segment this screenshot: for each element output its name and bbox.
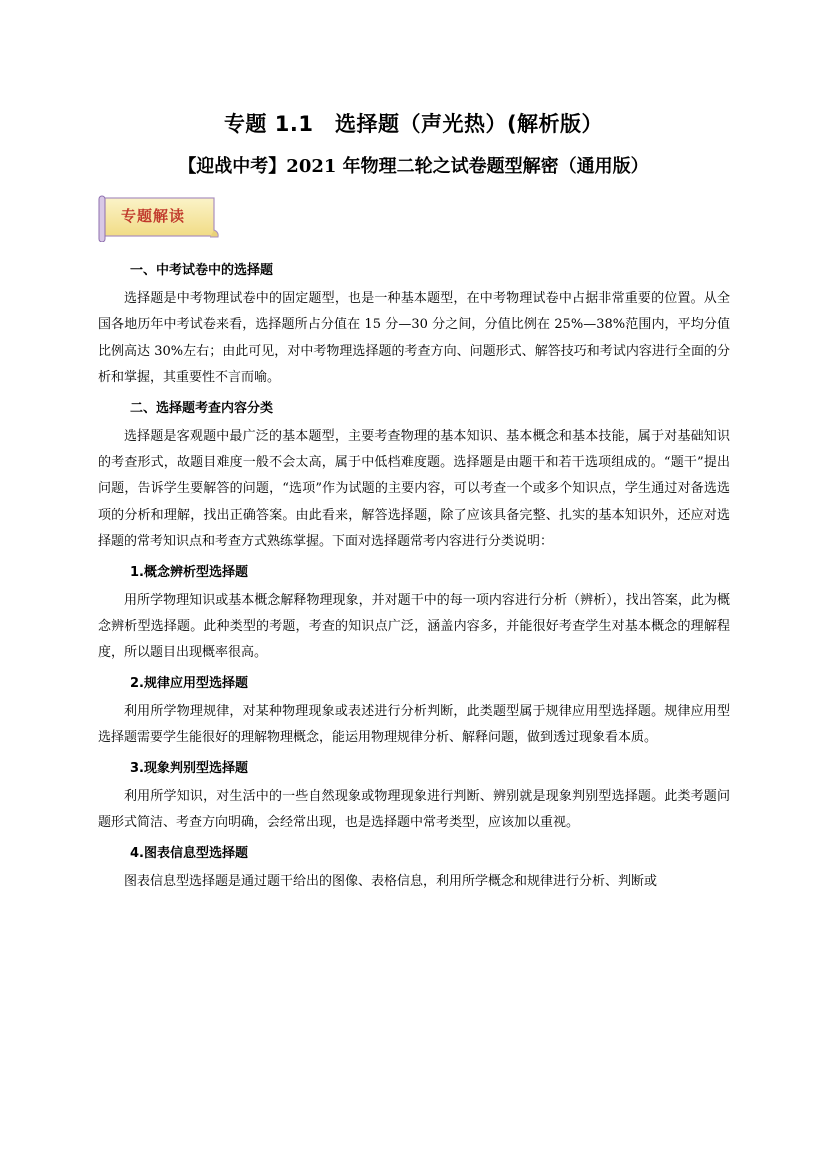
document-body xyxy=(98,256,730,897)
section-heading: 4.图表信息型选择题 xyxy=(130,845,248,861)
section-paragraph: 利用所学物理规律，对某种物理现象或表述进行分析判断，此类题型属于规律应用型选择题。规律应用型选择题需要学生能很好的理解物理概念，能运用物理规律分析、解释问题，做到透过现象看本质。 xyxy=(98,703,730,746)
section-paragraph: 选择题是中考物理试卷中的固定题型，也是一种基本题型，在中考物理试卷中占据非常重要的位置。从全国各地历年中考试卷来看，选择题所占分值在 15 分—30 分之间，分值比例在 25%—38%范围内，平均分值比例高达 30%左右；由此可见，对中考物理选择题的考查方向、问题形式、解答技巧和考试内容进行全面的分析和掌握，其重要性不言而喻。 xyxy=(98,291,730,386)
section-heading: 2.规律应用型选择题 xyxy=(130,675,248,691)
section xyxy=(98,558,730,667)
document-title: 专题 1.1 选择题（声光热）(解析版） xyxy=(223,112,604,136)
document-subtitle: 【迎战中考】2021 年物理二轮之试卷题型解密（通用版） xyxy=(178,156,649,177)
section-paragraph: 用所学物理知识或基本概念解释物理现象，并对题干中的每一项内容进行分析（辨析），找出答案，此为概念辨析型选择题。此种类型的考题，考查的知识点广泛，涵盖内容多，并能很好考查学生对基本概念的理解程度，所以题目出现概率很高。 xyxy=(98,592,730,661)
section-heading: 1.概念辨析型选择题 xyxy=(130,564,248,580)
section-heading: 二、选择题考查内容分类 xyxy=(130,400,274,416)
section-badge xyxy=(96,194,220,242)
section xyxy=(98,839,730,895)
section-paragraph: 选择题是客观题中最广泛的基本题型，主要考查物理的基本知识、基本概念和基本技能，属于对基础知识的考查形式，故题目难度一般不会太高，属于中低档难度题。选择题是由题干和若干选项组成的。“题干”提出问题，告诉学生要解答的问题，“选项”作为试题的主要内容，可以考查一个或多个知识点，学生通过对备选选项的分析和理解，找出正确答案。由此看来，解答选择题，除了应该具备完整、扎实的基本知识外，还应对选择题的常考知识点和考查方式熟练掌握。下面对选择题常考内容进行分类说明： xyxy=(98,428,730,550)
section xyxy=(98,256,730,392)
section-paragraph: 利用所学知识，对生活中的一些自然现象或物理现象进行判断、辨别就是现象判别型选择题。此类考题问题形式简洁、考查方向明确，会经常出现，也是选择题中常考类型，应该加以重视。 xyxy=(98,788,730,831)
section-badge-label: 专题解读 xyxy=(121,207,186,225)
section xyxy=(98,394,730,556)
section xyxy=(98,754,730,837)
section-heading: 3.现象判别型选择题 xyxy=(130,760,248,776)
section-paragraph: 图表信息型选择题是通过题干给出的图像、表格信息，利用所学概念和规律进行分析、判断或 xyxy=(124,873,658,889)
section xyxy=(98,669,730,752)
section-heading: 一、中考试卷中的选择题 xyxy=(130,263,274,278)
